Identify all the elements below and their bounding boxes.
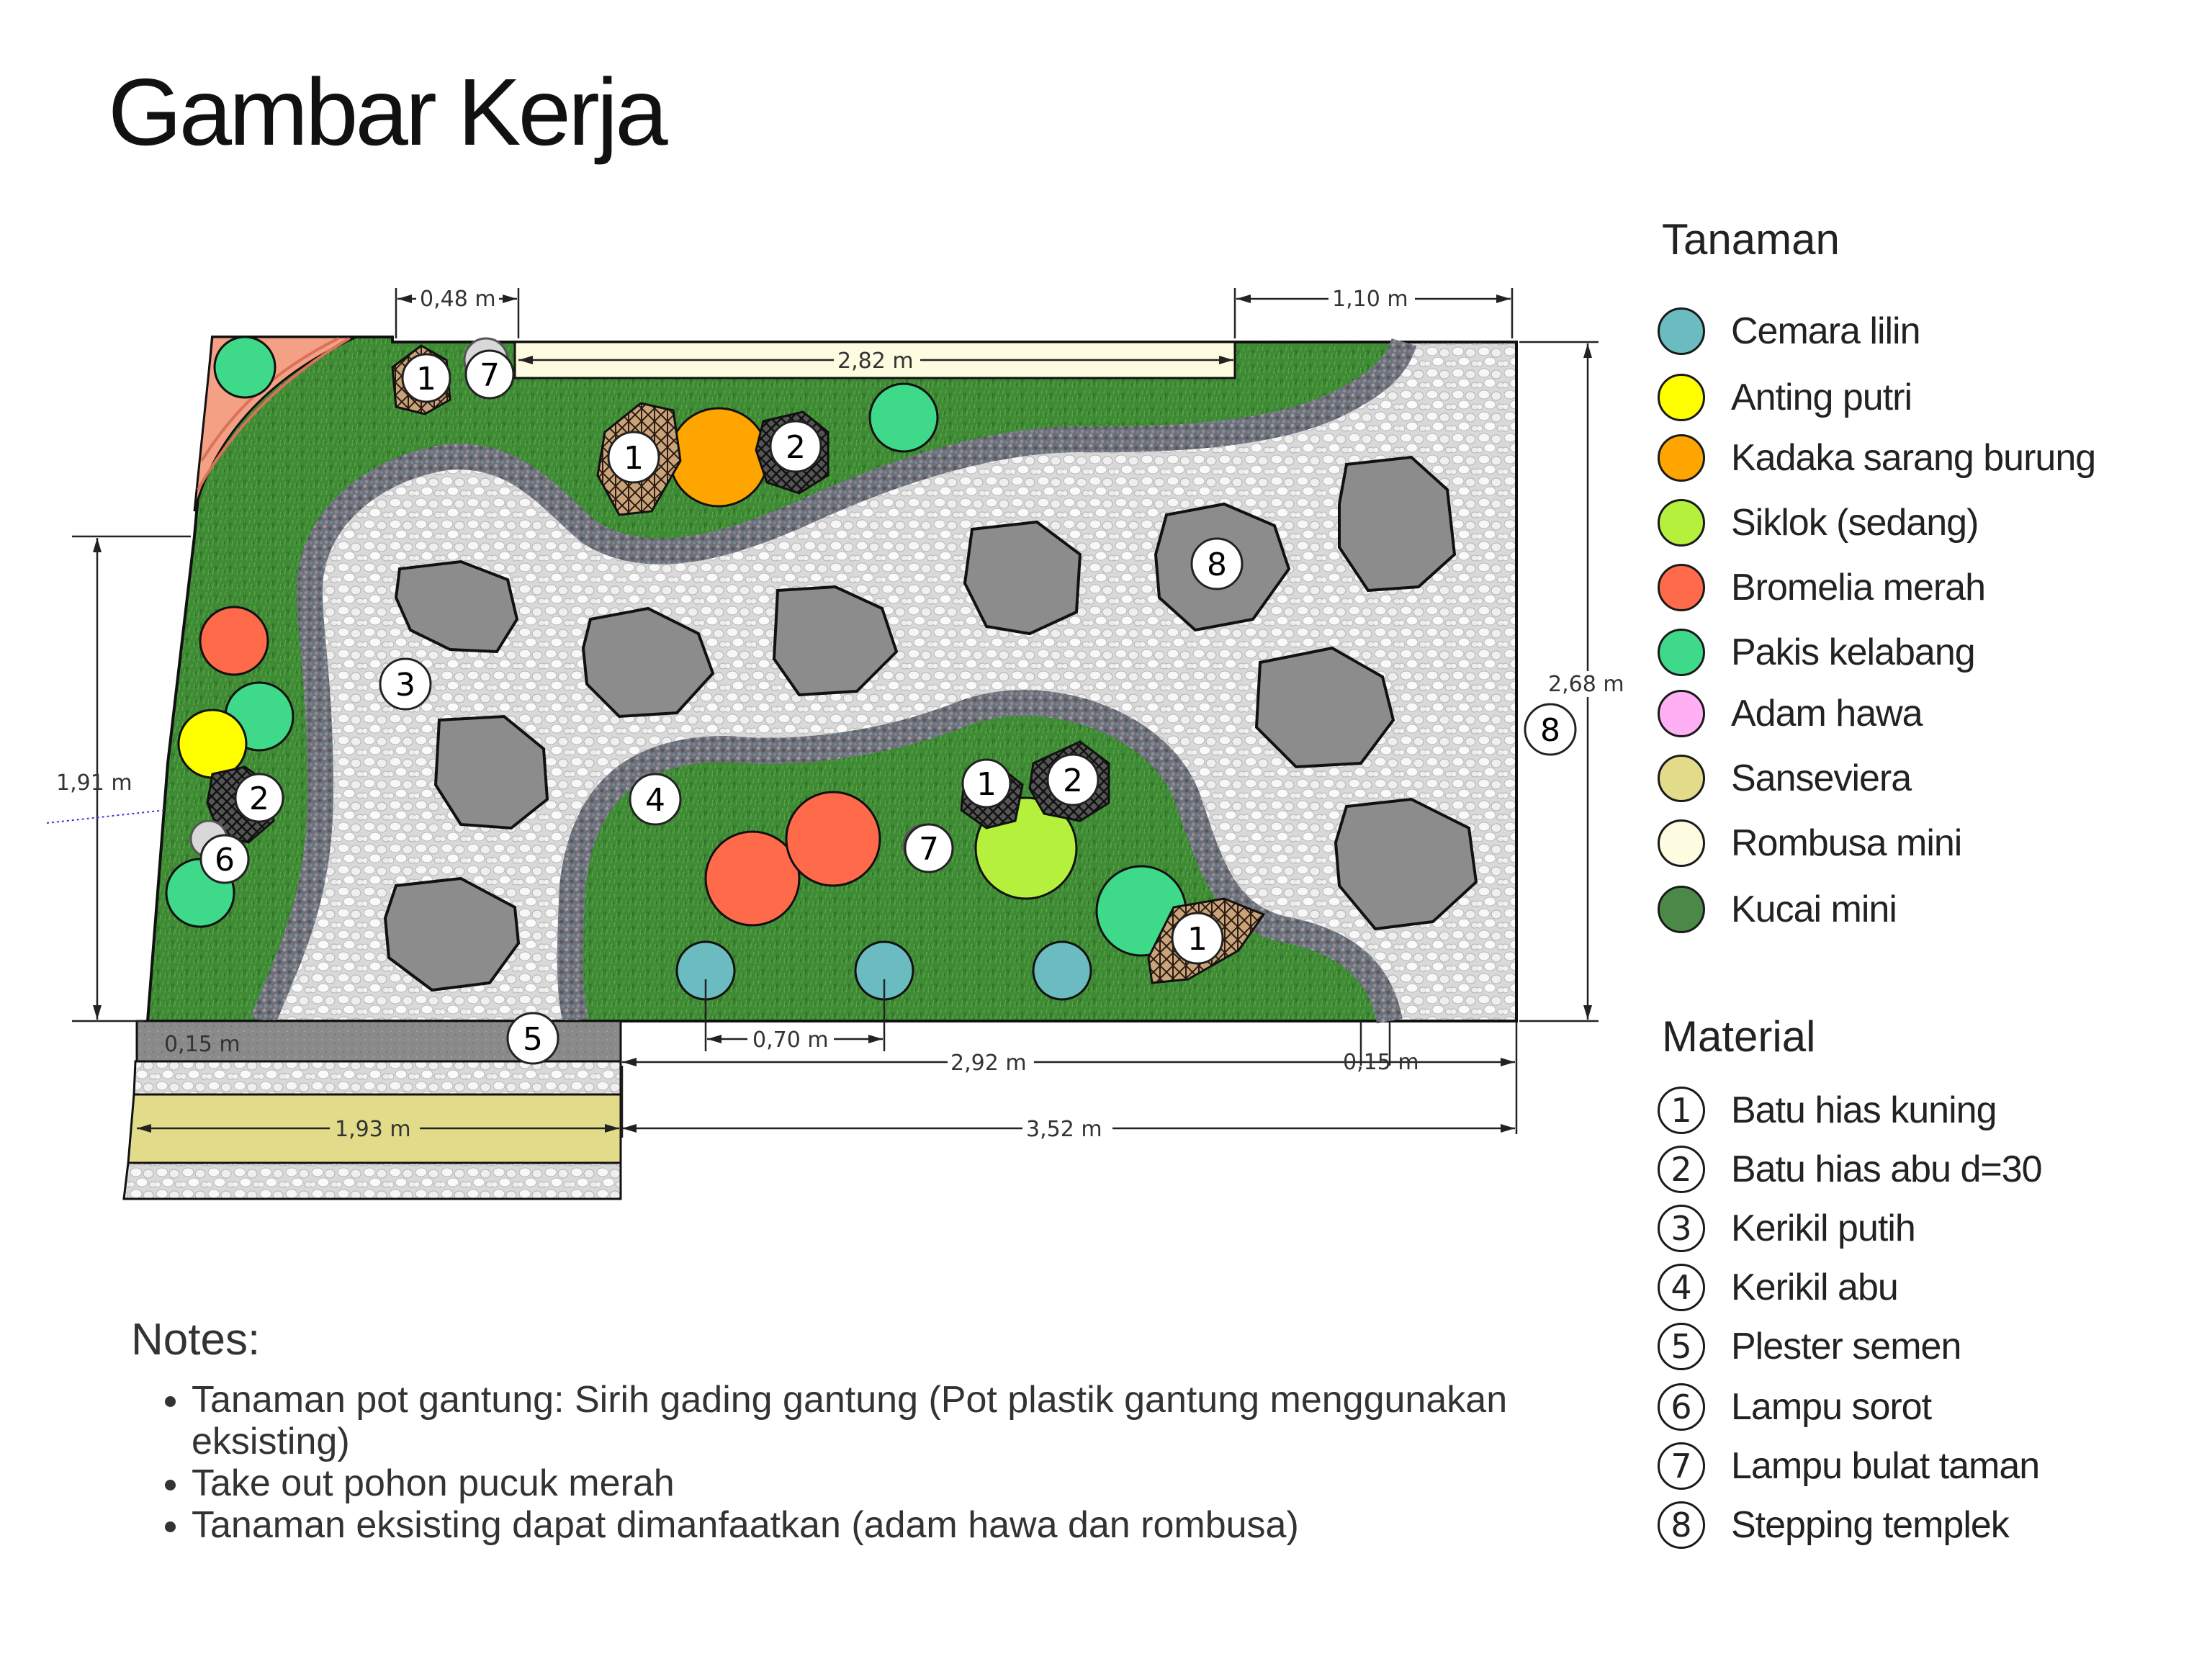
- legend-label: Kerikil putih: [1731, 1208, 1915, 1249]
- dim-label: 2,92 m: [950, 1051, 1027, 1076]
- svg-text:7: 7: [919, 831, 939, 868]
- legend-item-cemara-lilin: [1658, 305, 1920, 357]
- legend-item-rombusa-mini: [1658, 817, 1961, 869]
- svg-text:8: 8: [1540, 712, 1560, 749]
- color-swatch: [1658, 374, 1705, 421]
- material-number: 6: [1658, 1383, 1705, 1431]
- note-item: • Tanaman pot gantung: Sirih gading gantung (Pot plastik gantung menggunakan eksisting): [192, 1379, 1560, 1462]
- color-swatch: [1658, 886, 1705, 933]
- legend-label: Batu hias abu d=30: [1731, 1148, 2042, 1190]
- svg-text:8: 8: [1207, 547, 1227, 583]
- color-swatch: [1658, 690, 1705, 737]
- marker-3: [380, 659, 431, 709]
- legend-item-adam-hawa: [1658, 688, 1923, 739]
- legend-item-kucai-mini: [1658, 884, 1897, 935]
- color-swatch: [1658, 499, 1705, 547]
- legend-label: Cemara lilin: [1731, 310, 1920, 352]
- marker-1: [963, 760, 1010, 807]
- svg-text:7: 7: [480, 357, 500, 394]
- dim-label: 2,68 m: [1548, 672, 1624, 697]
- marker-5: [508, 1013, 558, 1064]
- note-item: • Take out pohon pucuk merah: [192, 1462, 1560, 1504]
- legend-label: Batu hias kuning: [1731, 1089, 1997, 1131]
- notes-list: [151, 1379, 1560, 1546]
- dim-label: 1,93 m: [335, 1117, 411, 1142]
- marker-8: [1525, 704, 1575, 755]
- legend-label: Stepping templek: [1731, 1504, 2009, 1546]
- note-item: • Tanaman eksisting dapat dimanfaatkan (adam hawa dan rombusa): [192, 1504, 1560, 1546]
- page-title: Gambar Kerja: [108, 59, 665, 165]
- legend-label: Kucai mini: [1731, 889, 1897, 930]
- dim-label: 2,82 m: [837, 349, 914, 374]
- legend-label: Anting putri: [1731, 377, 1912, 418]
- dim-label: 1,91 m: [56, 770, 132, 796]
- svg-text:3: 3: [395, 667, 415, 703]
- material-number: 2: [1658, 1146, 1705, 1193]
- dim-label: 1,10 m: [1332, 287, 1408, 312]
- legend-label: Rombusa mini: [1731, 822, 1962, 864]
- legend-label: Lampu bulat taman: [1731, 1445, 2040, 1487]
- legend-label: Bromelia merah: [1731, 567, 1986, 608]
- legend-item-lampu-bulat-taman: [1658, 1440, 2039, 1492]
- svg-text:2: 2: [1063, 763, 1083, 799]
- marker-1: [1172, 913, 1223, 963]
- legend-label: Sanseviera: [1731, 757, 1912, 799]
- material-number: 3: [1658, 1205, 1705, 1252]
- material-number: 7: [1658, 1442, 1705, 1490]
- color-swatch: [1658, 434, 1705, 482]
- dim-label: 0,15 m: [1343, 1050, 1419, 1075]
- svg-text:1: 1: [624, 440, 644, 477]
- marker-1: [608, 432, 659, 482]
- dim-label: 0,70 m: [752, 1028, 829, 1053]
- marker-1: [403, 354, 450, 402]
- legend-item-kerikil-abu: [1658, 1262, 1898, 1313]
- legend-label: Siklok (sedang): [1731, 502, 1979, 544]
- color-swatch: [1658, 755, 1705, 802]
- svg-text:2: 2: [249, 781, 269, 817]
- marker-2: [235, 774, 283, 822]
- color-swatch: [1658, 629, 1705, 676]
- notes-title: Notes:: [131, 1315, 261, 1364]
- color-swatch: [1658, 564, 1705, 611]
- marker-7: [905, 824, 953, 872]
- svg-text:1: 1: [976, 766, 997, 803]
- dim-label: 0,48 m: [420, 287, 496, 312]
- material-number: 5: [1658, 1323, 1705, 1370]
- legend-label: Pakis kelabang: [1731, 631, 1975, 673]
- material-number: 8: [1658, 1501, 1705, 1549]
- legend-item-siklok: [1658, 497, 1978, 549]
- svg-text:1: 1: [1187, 921, 1208, 958]
- legend-label: Kerikil abu: [1731, 1267, 1898, 1308]
- marker-4: [630, 774, 680, 824]
- legend-item-lampu-sorot: [1658, 1381, 1931, 1433]
- marker-2: [770, 421, 821, 472]
- legend-item-batu-hias-abu: [1658, 1143, 2042, 1195]
- legend-label: Adam hawa: [1731, 693, 1923, 734]
- legend-material-title: Material: [1662, 1012, 1816, 1061]
- legend-label: Plester semen: [1731, 1326, 1961, 1367]
- legend-item-bromelia-merah: [1658, 562, 1985, 613]
- legend-label: Lampu sorot: [1731, 1386, 1932, 1428]
- color-swatch: [1658, 307, 1705, 355]
- material-number: 4: [1658, 1264, 1705, 1311]
- legend-label: Kadaka sarang burung: [1731, 437, 2096, 479]
- legend-item-batu-hias-kuning: [1658, 1084, 1997, 1136]
- legend-plants-title: Tanaman: [1662, 215, 1840, 264]
- lower-step-gravel-1: [134, 1061, 621, 1094]
- marker-6: [201, 835, 248, 883]
- marker-7: [466, 351, 513, 398]
- material-number: 1: [1658, 1087, 1705, 1134]
- svg-text:5: 5: [523, 1021, 543, 1058]
- svg-text:1: 1: [416, 361, 436, 397]
- legend-item-plester-semen: [1658, 1321, 1961, 1372]
- svg-text:6: 6: [215, 842, 235, 878]
- legend-item-sanseviera: [1658, 752, 1911, 804]
- legend-item-pakis-kelabang: [1658, 626, 1975, 678]
- legend-item-anting-putri: [1658, 372, 1912, 423]
- dim-label: 0,15 m: [164, 1032, 240, 1057]
- svg-text:2: 2: [786, 429, 806, 466]
- color-swatch: [1658, 819, 1705, 867]
- marker-8: [1192, 539, 1242, 589]
- dim-label: 3,52 m: [1026, 1117, 1102, 1142]
- legend-item-kadaka-sarang-burung: [1658, 432, 2095, 484]
- lower-step-gravel-2: [124, 1163, 621, 1199]
- legend-item-stepping-templek: [1658, 1499, 2009, 1551]
- legend-item-kerikil-putih: [1658, 1202, 1915, 1254]
- svg-text:4: 4: [645, 782, 665, 819]
- marker-2: [1048, 755, 1098, 805]
